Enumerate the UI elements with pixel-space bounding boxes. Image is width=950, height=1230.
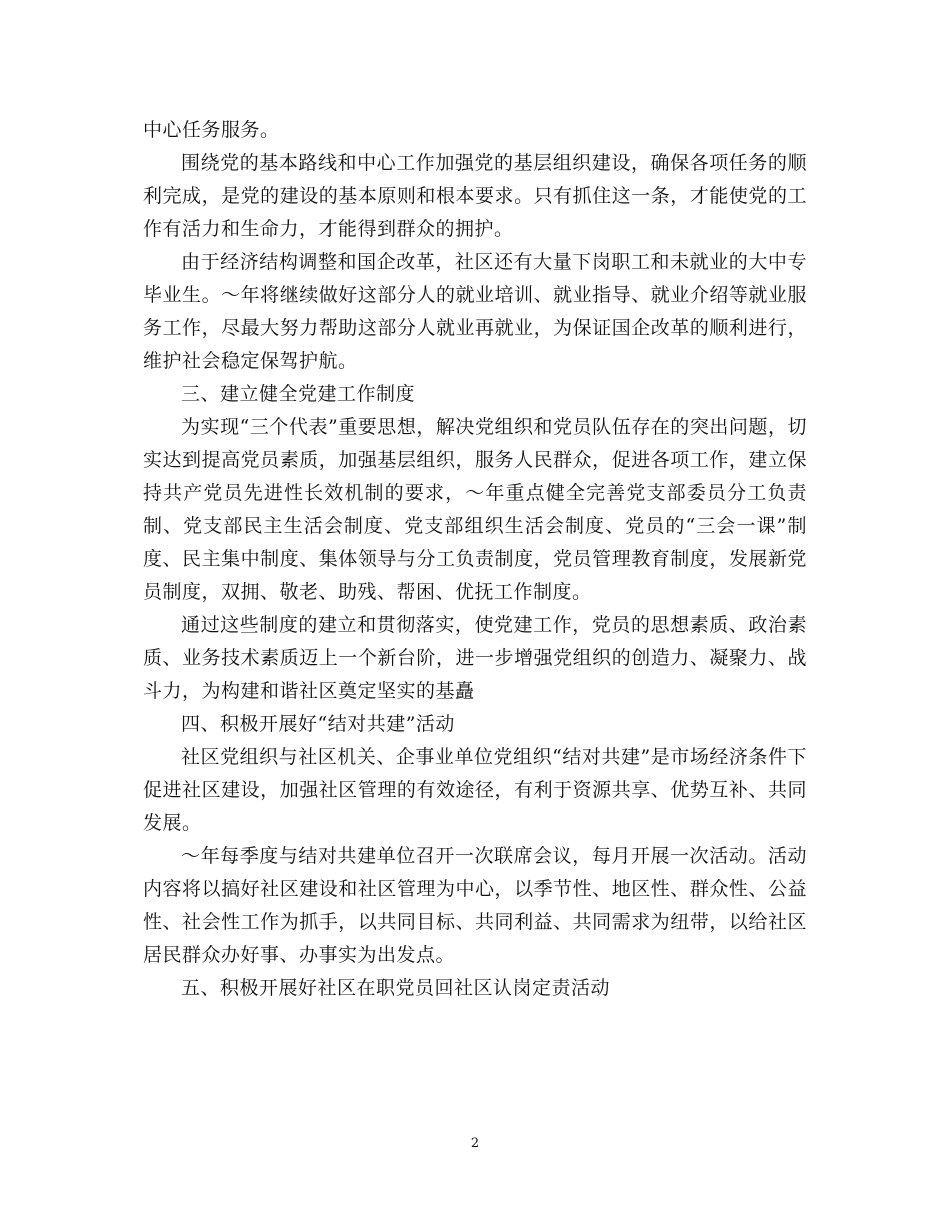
document-body [143,114,807,1005]
section-heading-5: 五、积极开展好社区在职党员回社区认岗定责活动 [181,977,611,999]
paragraph-6: 通过这些制度的建立和贯彻落实，使党建工作，党员的思想素质、政治素质、业务技术素质迈上一个新台阶，进一步增强党组织的创造力、凝聚力、战斗力，为构建和谐社区奠定坚实的基矗 [143,614,807,702]
section-heading-4: 四、积极开展好“结对共建”活动 [181,713,455,735]
page-number: 2 [470,1136,480,1151]
paragraph-8: 社区党组织与社区机关、企事业单位党组织“结对共建”是市场经济条件下促进社区建设，加强社区管理的有效途径，有利于资源共享、优势互补、共同发展。 [143,746,807,834]
paragraph-1: 中心任务服务。 [143,119,280,141]
paragraph-9: ～年每季度与结对共建单位召开一次联席会议，每月开展一次活动。活动内容将以搞好社区建设和社区管理为中心，以季节性、地区性、群众性、公益性、社会性工作为抓手，以共同目标、共同利益、共同需求为纽带，以给社区居民群众办好事、办事实为出发点。 [143,845,807,966]
paragraph-5: 为实现“三个代表”重要思想，解决党组织和党员队伍存在的突出问题，切实达到提高党员素质，加强基层组织，服务人民群众，促进各项工作，建立保持共产党员先进性长效机制的要求，～年重点健全完善党支部委员分工负责制、党支部民主生活会制度、党支部组织生活会制度、党员的“三会一课”制度、民主集中制度、集体领导与分工负责制度，党员管理教育制度，发展新党员制度，双拥、敬老、助残、帮困、优抚工作制度。 [143,416,807,603]
section-heading-3: 三、建立健全党建工作制度 [181,383,416,405]
paragraph-3: 由于经济结构调整和国企改革，社区还有大量下岗职工和未就业的大中专毕业生。～年将继续做好这部分人的就业培训、就业指导、就业介绍等就业服务工作，尽最大努力帮助这部分人就业再就业，为保证国企改革的顺利进行，维护社会稳定保驾护航。 [143,251,807,372]
paragraph-2: 围绕党的基本路线和中心工作加强党的基层组织建设，确保各项任务的顺利完成，是党的建设的基本原则和根本要求。只有抓住这一条，才能使党的工作有活力和生命力，才能得到群众的拥护。 [143,152,807,240]
